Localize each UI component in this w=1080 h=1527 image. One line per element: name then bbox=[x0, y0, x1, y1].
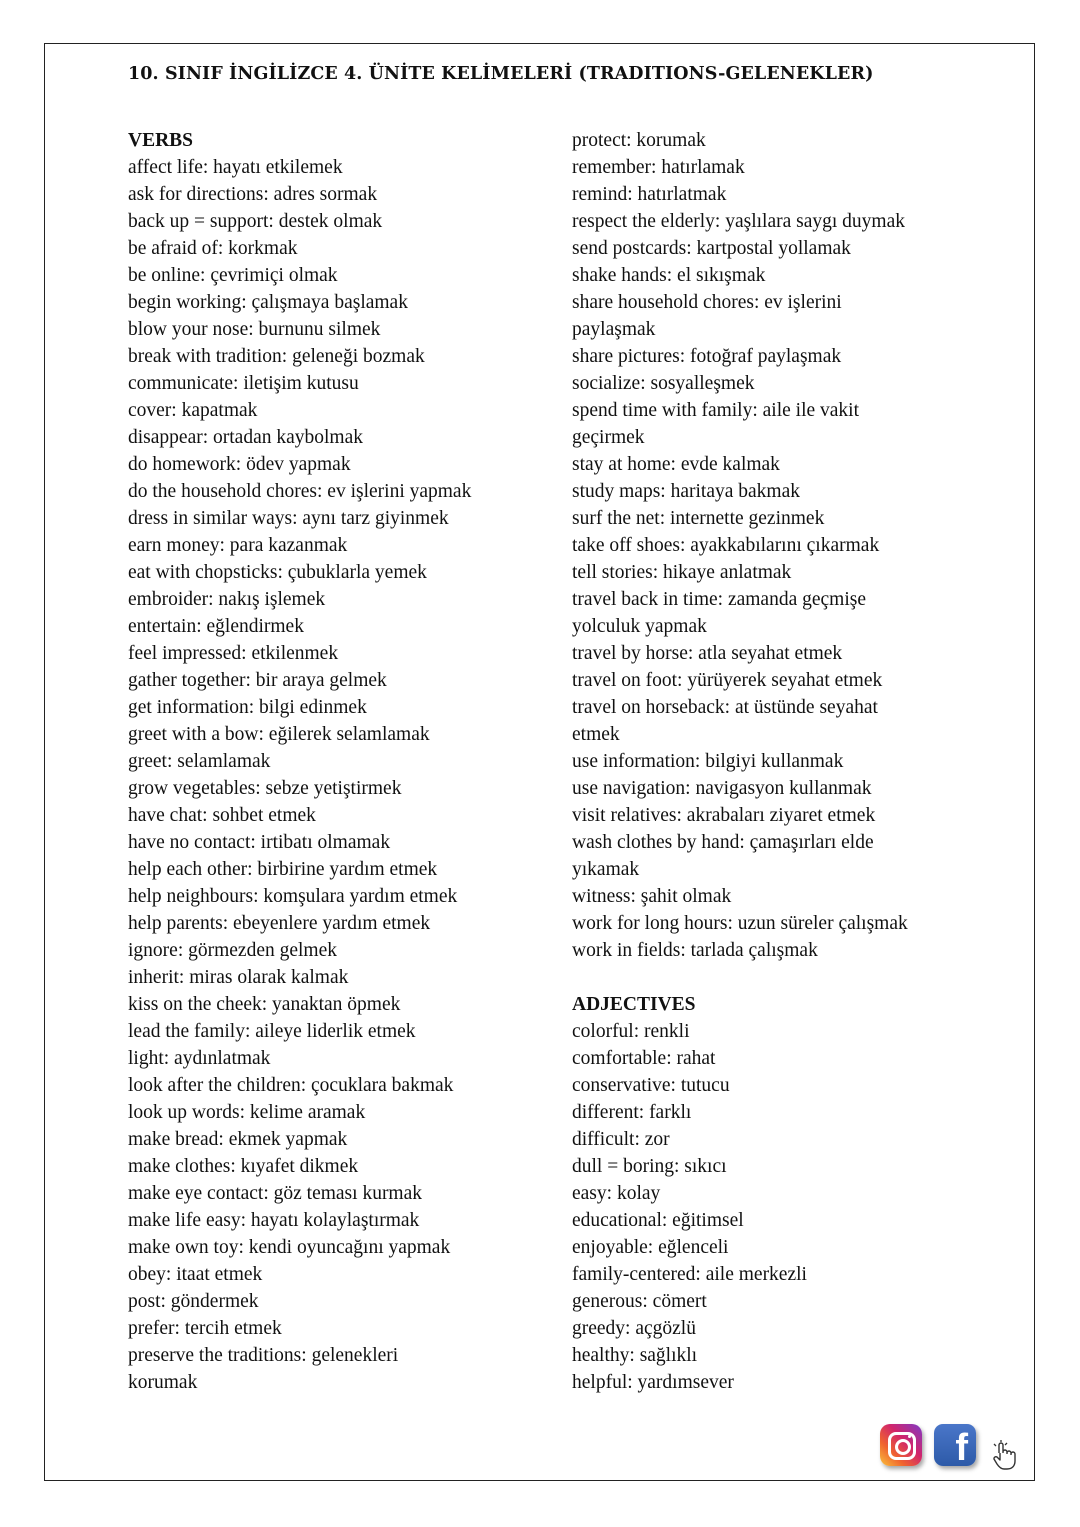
vocab-line: visit relatives: akrabaları ziyaret etmek bbox=[572, 805, 876, 826]
vocab-line: lead the family: aileye liderlik etmek bbox=[128, 1021, 416, 1042]
vocab-line: socialize: sosyalleşmek bbox=[572, 373, 755, 394]
vocab-line: use navigation: navigasyon kullanmak bbox=[572, 778, 872, 799]
vocab-line: kiss on the cheek: yanaktan öpmek bbox=[128, 994, 401, 1015]
vocab-line: blow your nose: burnunu silmek bbox=[128, 319, 381, 340]
vocab-line: wash clothes by hand: çamaşırları elde bbox=[572, 832, 874, 853]
adjective-line: enjoyable: eğlenceli bbox=[572, 1237, 729, 1258]
vocab-line: gather together: bir araya gelmek bbox=[128, 670, 387, 691]
verbs-list-left bbox=[128, 154, 558, 1396]
adjective-line: greedy: açgözlü bbox=[572, 1318, 696, 1339]
vocab-line: do homework: ödev yapmak bbox=[128, 454, 351, 475]
vocab-line: do the household chores: ev işlerini yapmak bbox=[128, 481, 472, 502]
verbs-heading: VERBS bbox=[128, 130, 194, 151]
vocab-line: use information: bilgiyi kullanmak bbox=[572, 751, 844, 772]
vocab-line: be afraid of: korkmak bbox=[128, 238, 298, 259]
vocab-line: travel by horse: atla seyahat etmek bbox=[572, 643, 843, 664]
vocab-line: help neighbours: komşulara yardım etmek bbox=[128, 886, 458, 907]
vocab-line: make bread: ekmek yapmak bbox=[128, 1129, 348, 1150]
vocab-line: travel back in time: zamanda geçmişe bbox=[572, 589, 866, 610]
vocab-line: post: göndermek bbox=[128, 1291, 259, 1312]
adjective-line: dull = boring: sıkıcı bbox=[572, 1156, 727, 1177]
vocab-line: cover: kapatmak bbox=[128, 400, 258, 421]
vocab-line: witness: şahit olmak bbox=[572, 886, 732, 907]
adjective-line: easy: kolay bbox=[572, 1183, 661, 1204]
vocab-line: preserve the traditions: gelenekleri bbox=[128, 1345, 399, 1366]
vocab-line: greet with a bow: eğilerek selamlamak bbox=[128, 724, 430, 745]
adjective-line: difficult: zor bbox=[572, 1129, 670, 1150]
vocab-line: remind: hatırlatmak bbox=[572, 184, 727, 205]
facebook-icon[interactable]: f bbox=[934, 1424, 976, 1466]
adjective-line: different: farklı bbox=[572, 1102, 692, 1123]
vocab-line: light: aydınlatmak bbox=[128, 1048, 271, 1069]
adjective-line: helpful: yardımsever bbox=[572, 1372, 734, 1393]
verbs-column-right bbox=[572, 127, 992, 1396]
vocab-line: entertain: eğlendirmek bbox=[128, 616, 304, 637]
vocab-line: break with tradition: geleneği bozmak bbox=[128, 346, 425, 367]
adjective-line: conservative: tutucu bbox=[572, 1075, 730, 1096]
vocab-line: take off shoes: ayakkabılarını çıkarmak bbox=[572, 535, 880, 556]
vocab-line: be online: çevrimiçi olmak bbox=[128, 265, 338, 286]
vocab-line: grow vegetables: sebze yetiştirmek bbox=[128, 778, 402, 799]
adjective-line: generous: cömert bbox=[572, 1291, 707, 1312]
vocab-line: dress in similar ways: aynı tarz giyinmek bbox=[128, 508, 449, 529]
verbs-list-right bbox=[572, 127, 992, 964]
vocab-line: begin working: çalışmaya başlamak bbox=[128, 292, 408, 313]
vocab-line: surf the net: internette gezinmek bbox=[572, 508, 825, 529]
vocab-line: stay at home: evde kalmak bbox=[572, 454, 780, 475]
vocab-line: send postcards: kartpostal yollamak bbox=[572, 238, 851, 259]
vocab-line: remember: hatırlamak bbox=[572, 157, 745, 178]
page-title: 10. SINIF İNGİLİZCE 4. ÜNİTE KELİMELERİ (TRADITIONS-GELENEKLER) bbox=[128, 64, 874, 84]
vocab-line: prefer: tercih etmek bbox=[128, 1318, 282, 1339]
vocab-line: earn money: para kazanmak bbox=[128, 535, 348, 556]
vocab-line: paylaşmak bbox=[572, 319, 656, 340]
vocab-line: study maps: haritaya bakmak bbox=[572, 481, 800, 502]
vocab-line: make eye contact: göz teması kurmak bbox=[128, 1183, 423, 1204]
vocab-line: embroider: nakış işlemek bbox=[128, 589, 326, 610]
vocab-line: make life easy: hayatı kolaylaştırmak bbox=[128, 1210, 420, 1231]
vocab-line: ignore: görmezden gelmek bbox=[128, 940, 338, 961]
vocab-line: get information: bilgi edinmek bbox=[128, 697, 367, 718]
adjective-line: educational: eğitimsel bbox=[572, 1210, 744, 1231]
vocab-line: help each other: birbirine yardım etmek bbox=[128, 859, 438, 880]
verbs-column-left bbox=[128, 127, 558, 1396]
vocab-line: help parents: ebeyenlere yardım etmek bbox=[128, 913, 431, 934]
vocab-line: work for long hours: uzun süreler çalışmak bbox=[572, 913, 908, 934]
adjective-line: colorful: renkli bbox=[572, 1021, 690, 1042]
vocab-line: protect: korumak bbox=[572, 130, 706, 151]
vocab-line: look after the children: çocuklara bakmak bbox=[128, 1075, 454, 1096]
vocab-line: spend time with family: aile ile vakit bbox=[572, 400, 860, 421]
vocab-line: korumak bbox=[128, 1372, 198, 1393]
vocab-line: travel on horseback: at üstünde seyahat bbox=[572, 697, 878, 718]
instagram-icon[interactable] bbox=[880, 1424, 922, 1466]
vocab-line: obey: itaat etmek bbox=[128, 1264, 263, 1285]
vocab-line: eat with chopsticks: çubuklarla yemek bbox=[128, 562, 427, 583]
vocab-line: work in fields: tarlada çalışmak bbox=[572, 940, 818, 961]
vocab-line: share household chores: ev işlerini bbox=[572, 292, 842, 313]
vocab-line: tell stories: hikaye anlatmak bbox=[572, 562, 792, 583]
section-gap bbox=[572, 964, 992, 991]
vocab-line: yolculuk yapmak bbox=[572, 616, 707, 637]
vocab-line: back up = support: destek olmak bbox=[128, 211, 383, 232]
vocab-line: greet: selamlamak bbox=[128, 751, 271, 772]
vocab-line: inherit: miras olarak kalmak bbox=[128, 967, 349, 988]
vocab-line: ask for directions: adres sormak bbox=[128, 184, 378, 205]
vocab-line: have no contact: irtibatı olmamak bbox=[128, 832, 391, 853]
vocab-line: travel on foot: yürüyerek seyahat etmek bbox=[572, 670, 883, 691]
vocab-line: affect life: hayatı etkilemek bbox=[128, 157, 343, 178]
vocab-line: make clothes: kıyafet dikmek bbox=[128, 1156, 359, 1177]
vocab-line: respect the elderly: yaşlılara saygı duymak bbox=[572, 211, 906, 232]
adjective-line: comfortable: rahat bbox=[572, 1048, 716, 1069]
adjectives-heading: ADJECTIVES bbox=[572, 994, 696, 1015]
vocab-line: shake hands: el sıkışmak bbox=[572, 265, 766, 286]
pointer-hand-icon bbox=[990, 1440, 1018, 1470]
vocab-line: etmek bbox=[572, 724, 620, 745]
vocab-line: share pictures: fotoğraf paylaşmak bbox=[572, 346, 842, 367]
vocab-line: make own toy: kendi oyuncağını yapmak bbox=[128, 1237, 451, 1258]
vocab-line: yıkamak bbox=[572, 859, 640, 880]
vocab-line: look up words: kelime aramak bbox=[128, 1102, 366, 1123]
vocab-line: geçirmek bbox=[572, 427, 645, 448]
adjective-line: family-centered: aile merkezli bbox=[572, 1264, 807, 1285]
adjectives-list bbox=[572, 1018, 992, 1396]
vocab-line: communicate: iletişim kutusu bbox=[128, 373, 359, 394]
vocab-line: feel impressed: etkilenmek bbox=[128, 643, 339, 664]
adjective-line: healthy: sağlıklı bbox=[572, 1345, 698, 1366]
vocab-line: have chat: sohbet etmek bbox=[128, 805, 316, 826]
vocab-line: disappear: ortadan kaybolmak bbox=[128, 427, 363, 448]
